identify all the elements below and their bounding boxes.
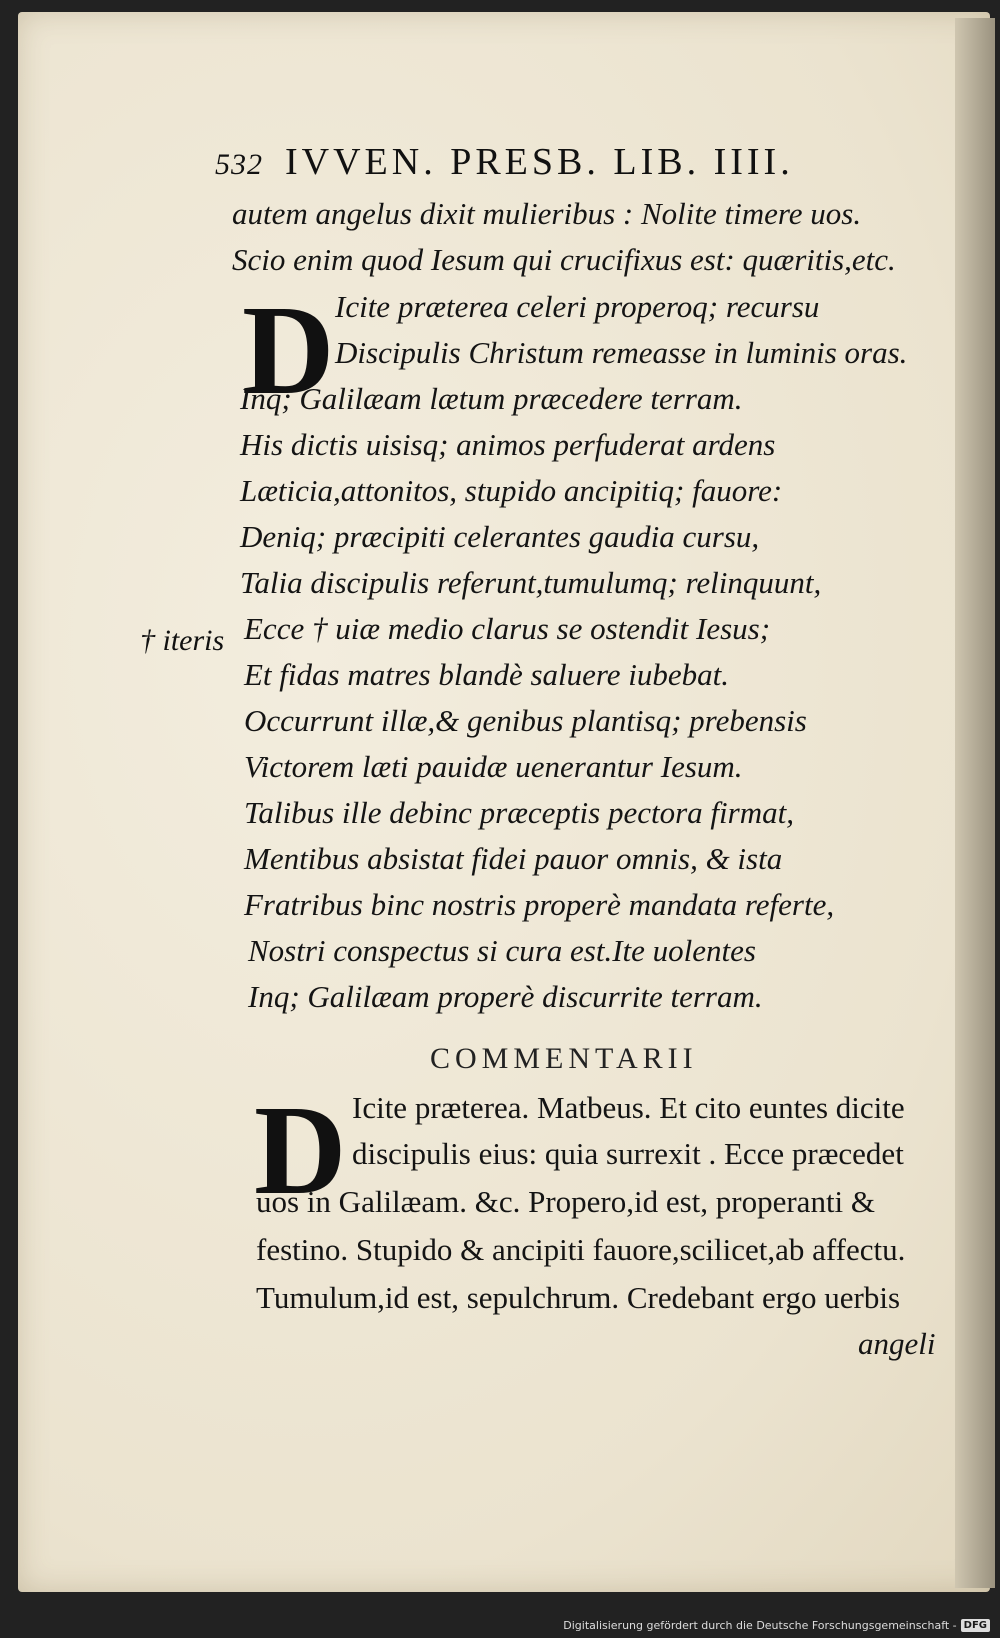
commentary-heading: COMMENTARII (430, 1042, 698, 1075)
verse-intro-line: Scio enim quod Iesum qui crucifixus est: quæritis,etc. (232, 242, 896, 277)
poem-line: Victorem læti pauidæ uenerantur Iesum. (244, 749, 743, 784)
poem-line: Et fidas matres blandè saluere iubebat. (244, 657, 730, 692)
poem-line: Talia discipulis referunt,tumulumq; relinquunt, (240, 565, 822, 600)
poem-line: Inq; Galilæam properè discurrite terram. (248, 979, 763, 1014)
running-head-title: IVVEN. PRESB. LIB. IIII. (285, 141, 794, 183)
poem-line: Discipulis Christum remeasse in luminis oras. (335, 335, 908, 370)
commentary-line: Tumulum,id est, sepulchrum. Credebant ergo uerbis (256, 1280, 901, 1315)
digitization-footer (563, 1619, 990, 1632)
poem-line: Icite præterea celeri properoq; recursu (335, 289, 820, 324)
poem-line: Ecce † uiæ medio clarus se ostendit Iesus; (244, 611, 771, 646)
poem-line: Læticia,attonitos, stupido ancipitiq; fauore: (240, 473, 783, 508)
poem-line: Deniq; præcipiti celerantes gaudia cursu, (240, 519, 760, 554)
catchword: angeli (858, 1326, 936, 1361)
poem-line: Nostri conspectus si cura est.Ite uolentes (248, 933, 756, 968)
poem-line: Occurrunt illæ,& genibus plantisq; prebensis (244, 703, 807, 738)
dfg-logo-icon: DFG (961, 1619, 990, 1632)
commentary-line: Icite præterea. Matbeus. Et cito euntes dicite (352, 1090, 905, 1125)
poem-line: Inq; Galilæam lætum præcedere terram. (240, 381, 743, 416)
poem-drop-cap: D (242, 279, 335, 421)
page-number: 532 (215, 148, 263, 181)
commentary-line: discipulis eius: quia surrexit . Ecce præcedet (352, 1136, 904, 1171)
footer-credit: Digitalisierung gefördert durch die Deutsche Forschungsgemeinschaft - (563, 1619, 957, 1632)
marginal-note: † iteris (140, 624, 225, 657)
poem-line: Fratribus binc nostris properè mandata referte, (244, 887, 835, 922)
poem-line: Talibus ille debinc præceptis pectora firmat, (244, 795, 794, 830)
commentary-line: uos in Galilæam. &c. Propero,id est, properanti & (256, 1184, 876, 1219)
commentary-line: festino. Stupido & ancipiti fauore,scilicet,ab affectu. (256, 1232, 906, 1267)
poem-line: His dictis uisisq; animos perfuderat ardens (240, 427, 776, 462)
adjacent-page-edge (955, 18, 995, 1588)
verse-intro-line: autem angelus dixit mulieribus : Nolite timere uos. (232, 196, 862, 231)
poem-line: Mentibus absistat fidei pauor omnis, & ista (244, 841, 783, 876)
commentary-drop-cap: D (254, 1079, 347, 1221)
running-head (215, 140, 794, 184)
